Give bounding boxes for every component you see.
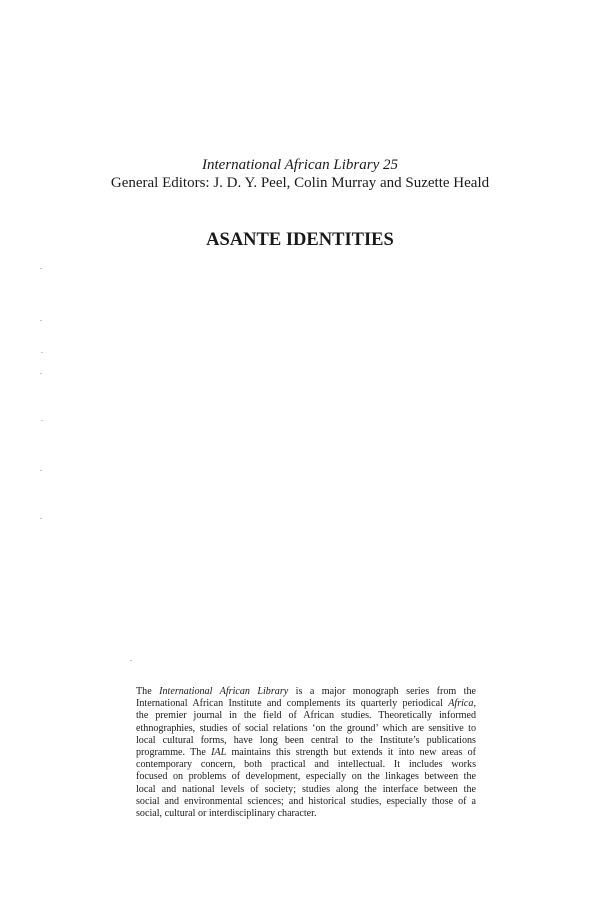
blurb-line: International African Institute and complements its quarterly periodical Africa, [136,698,476,710]
blurb-line: contemporary concern, both practical and intellectual. It includes works [136,759,476,771]
scan-speck [40,268,42,269]
blurb-line: social and environmental sciences; and historical studies, especially those of a [136,795,476,807]
blurb-line: programme. The IAL maintains this strength but extends it into new areas of [136,747,476,759]
scan-speck [40,320,42,321]
series-title: International African Library 25 [202,157,398,173]
series-description [136,686,476,820]
blurb-line: focused on problems of development, especially on the linkages between the [136,771,476,783]
book-title: ASANTE IDENTITIES [206,230,394,250]
blurb-line: local and national levels of society; studies along the interface between the [136,783,476,795]
general-editors: General Editors: J. D. Y. Peel, Colin Murray and Suzette Heald [110,175,490,191]
blurb-line: the premier journal in the field of African studies. Theoretically informed [136,710,476,722]
blurb-line: local cultural forms, have long been central to the Institute’s publications [136,734,476,746]
blurb-line: social, cultural or interdisciplinary character. [136,808,317,820]
scan-speck [40,470,42,471]
scan-speck [40,373,42,374]
scan-speck [40,518,42,519]
scan-speck [130,660,132,661]
blurb-line: The International African Library is a major monograph series from the [136,686,476,697]
scan-speck [41,352,43,353]
blurb-line: ethnographies, studies of social relations ‘on the ground’ which are sensitive to [136,722,476,734]
scan-speck [41,420,43,421]
